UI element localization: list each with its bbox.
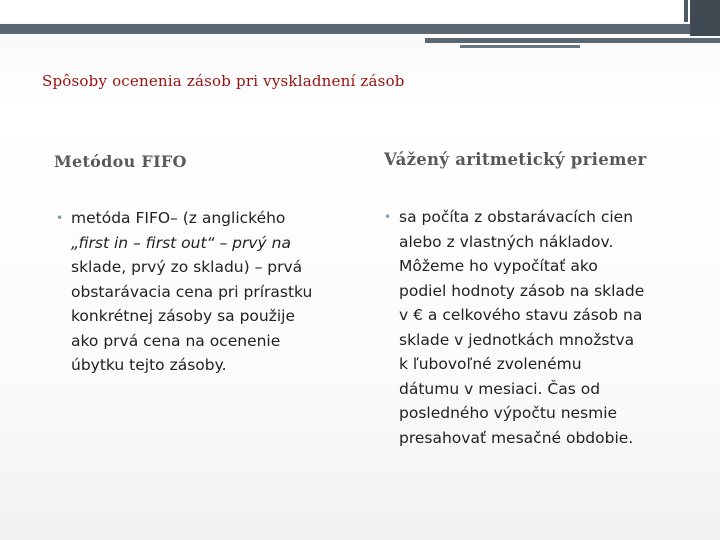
text-line: k ľubovoľné zvolenému: [399, 355, 582, 373]
left-column-heading: Metódou FIFO: [54, 152, 187, 171]
bullet-icon: •: [384, 210, 392, 224]
top-corner-block: [690, 0, 720, 36]
text-line: dátumu v mesiaci. Čas od: [399, 379, 601, 398]
text-line: podiel hodnoty zásob na sklade: [399, 281, 645, 300]
right-column-heading: Vážený aritmetický priemer: [384, 150, 647, 169]
top-decoration: [0, 0, 720, 22]
text-line: obstarávacia cena pri prírastku: [71, 282, 313, 301]
text-line: Môžeme ho vypočítať ako: [399, 257, 598, 275]
text-line: sklade v jednotkách množstva: [399, 330, 635, 349]
text-line: sklade, prvý zo skladu) – prvá: [71, 258, 303, 276]
slide-title: Spôsoby ocenenia zásob pri vyskladnení zásob: [42, 72, 405, 90]
accent-bar: [425, 38, 720, 43]
text-line: presahovať mesačné obdobie.: [399, 428, 634, 447]
left-bullet-item: [56, 206, 356, 378]
text-line: ako prvá cena na ocenenie: [71, 331, 281, 350]
text-line: konkrétnej zásoby sa použije: [71, 307, 296, 325]
text-line: metóda FIFO– (z anglického: [71, 209, 286, 227]
right-bullet-text: [399, 205, 684, 450]
text-line: v € a celkového stavu zásob na: [399, 306, 643, 324]
left-bullet-text: [71, 206, 356, 378]
top-stripe: [684, 0, 688, 22]
text-line: sa počíta z obstarávacích cien: [399, 208, 634, 226]
text-line: posledného výpočtu nesmie: [399, 404, 618, 422]
right-bullet-item: [384, 205, 684, 450]
text-line: alebo z vlastných nákladov.: [399, 232, 614, 251]
top-band: [0, 24, 720, 34]
text-line: „first in – first out“ – prvý na: [71, 233, 291, 252]
bullet-icon: •: [56, 211, 64, 225]
accent-bar-secondary: [460, 45, 580, 48]
text-line: úbytku tejto zásoby.: [71, 356, 227, 374]
